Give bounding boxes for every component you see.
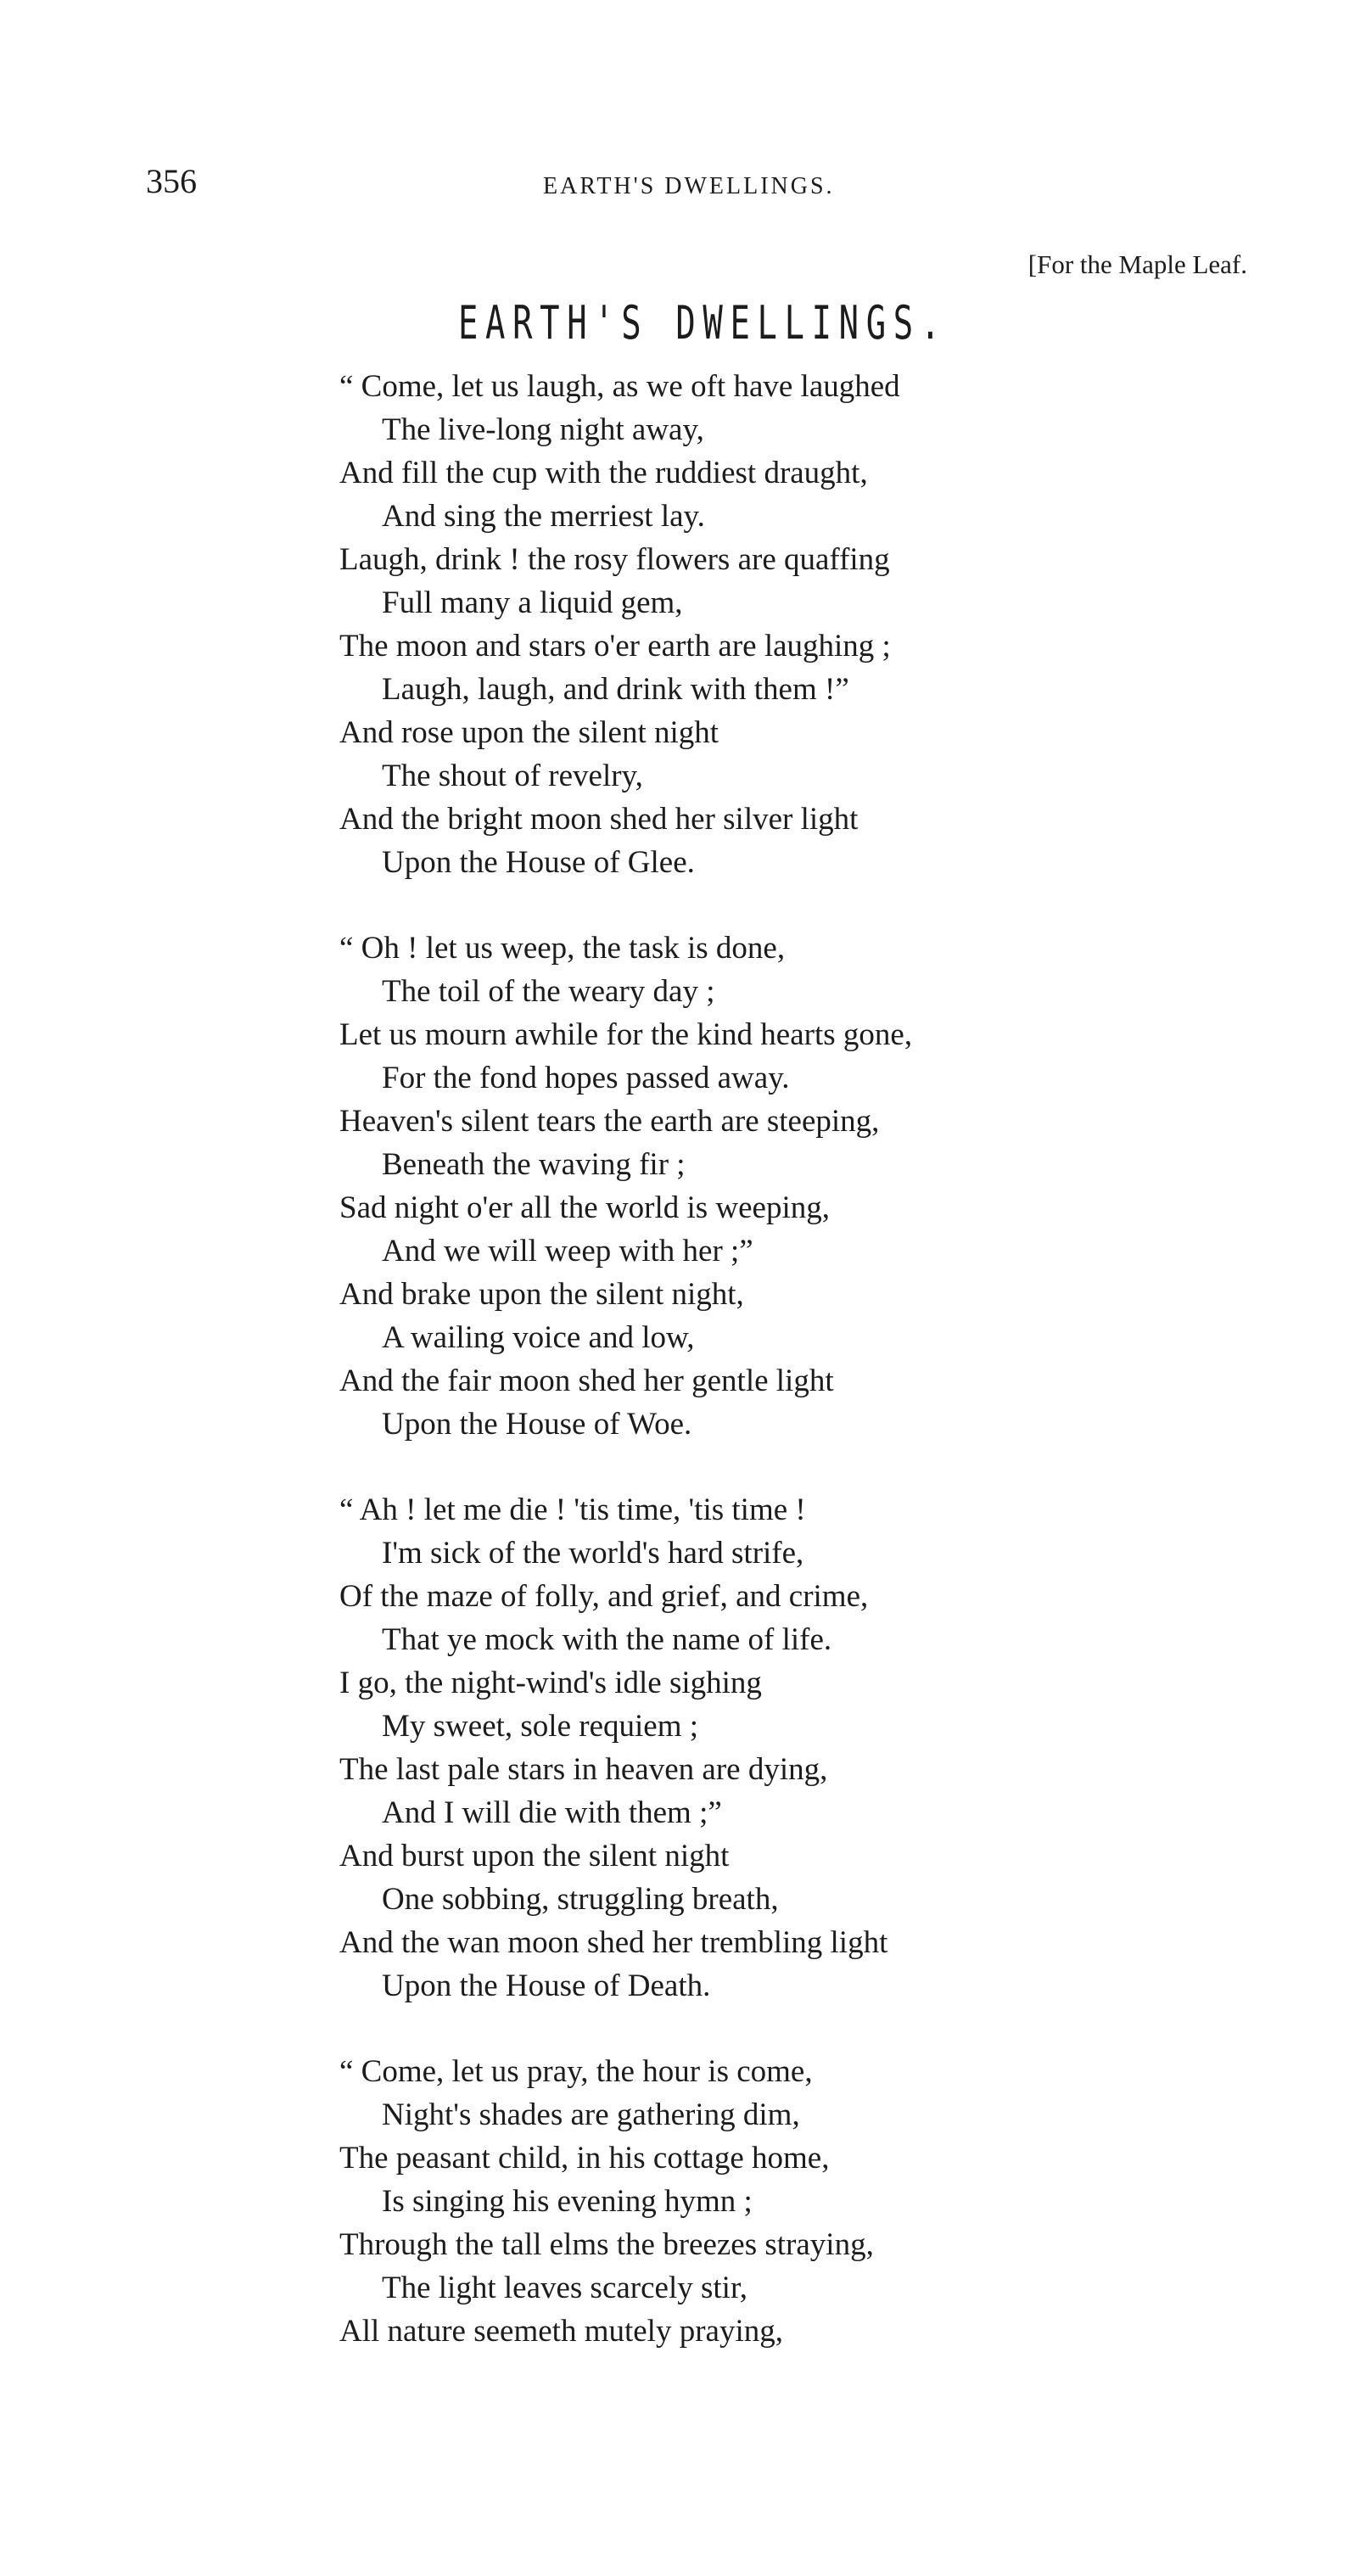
- poem-line: That ye mock with the name of life.: [382, 1622, 832, 1657]
- running-head: EARTH'S DWELLINGS.: [543, 173, 835, 199]
- poem-line: The peasant child, in his cottage home,: [339, 2141, 830, 2176]
- poem-line: Of the maze of folly, and grief, and crime,: [339, 1579, 869, 1614]
- poem-line: A wailing voice and low,: [382, 1320, 695, 1355]
- poem-line: Let us mourn awhile for the kind hearts gone,: [339, 1017, 913, 1052]
- stanza: [339, 1488, 1137, 2008]
- poem-line: Upon the House of Glee.: [382, 845, 695, 880]
- poem-line: The live-long night away,: [382, 412, 704, 447]
- poem-line: And brake upon the silent night,: [339, 1277, 744, 1312]
- source-note: [For the Maple Leaf.: [1027, 249, 1247, 279]
- poem-line: And rose upon the silent night: [339, 715, 719, 750]
- poem-line: The shout of revelry,: [382, 759, 643, 793]
- poem-line: Upon the House of Woe.: [382, 1407, 692, 1442]
- poem-line: “ Come, let us laugh, as we oft have laughed: [339, 369, 900, 404]
- stanza: [339, 927, 1137, 1446]
- poem-line: The light leaves scarcely stir,: [382, 2271, 748, 2305]
- poem-line: Night's shades are gathering dim,: [382, 2097, 800, 2132]
- poem-line: Full many a liquid gem,: [382, 585, 683, 620]
- poem-line: The toil of the weary day ;: [382, 974, 715, 1009]
- poem-line: And fill the cup with the ruddiest draught,: [339, 456, 868, 490]
- poem-line: I'm sick of the world's hard strife,: [382, 1536, 804, 1571]
- poem-line: Heaven's silent tears the earth are steeping,: [339, 1104, 880, 1139]
- poem-title: EARTH'S DWELLINGS.: [458, 296, 948, 350]
- poem-line: I go, the night-wind's idle sighing: [339, 1666, 762, 1700]
- stanza: [339, 2050, 1137, 2353]
- poem-line: Is singing his evening hymn ;: [382, 2184, 753, 2219]
- poem-line: My sweet, sole requiem ;: [382, 1709, 698, 1744]
- poem-line: Upon the House of Death.: [382, 1968, 711, 2003]
- poem-line: “ Come, let us pray, the hour is come,: [339, 2054, 813, 2089]
- poem-line: Laugh, laugh, and drink with them !”: [382, 672, 849, 707]
- poem-line: And the bright moon shed her silver light: [339, 802, 859, 837]
- poem-line: And the wan moon shed her trembling light: [339, 1925, 888, 1960]
- poem-line: And burst upon the silent night: [339, 1839, 730, 1873]
- stanza: [339, 365, 1137, 884]
- poem-line: The last pale stars in heaven are dying,: [339, 1752, 828, 1787]
- poem-line: “ Ah ! let me die ! 'tis time, 'tis time !: [339, 1492, 806, 1527]
- poem-line: And sing the merriest lay.: [382, 499, 705, 534]
- poem-body: [339, 365, 1137, 2395]
- poem-line: And I will die with them ;”: [382, 1795, 722, 1830]
- poem-line: Through the tall elms the breezes straying,: [339, 2227, 874, 2262]
- poem-line: Beneath the waving fir ;: [382, 1147, 686, 1182]
- poem-line: And we will weep with her ;”: [382, 1234, 753, 1268]
- poem-line: Sad night o'er all the world is weeping,: [339, 1190, 830, 1225]
- poem-line: Laugh, drink ! the rosy flowers are quaffing: [339, 542, 890, 577]
- poem-line: “ Oh ! let us weep, the task is done,: [339, 931, 786, 966]
- poem-line: For the fond hopes passed away.: [382, 1061, 790, 1095]
- poem-line: One sobbing, struggling breath,: [382, 1882, 779, 1917]
- poem-line: The moon and stars o'er earth are laughing ;: [339, 629, 891, 664]
- poem-line: All nature seemeth mutely praying,: [339, 2314, 783, 2349]
- page-number: 356: [146, 162, 197, 200]
- poem-line: And the fair moon shed her gentle light: [339, 1364, 834, 1398]
